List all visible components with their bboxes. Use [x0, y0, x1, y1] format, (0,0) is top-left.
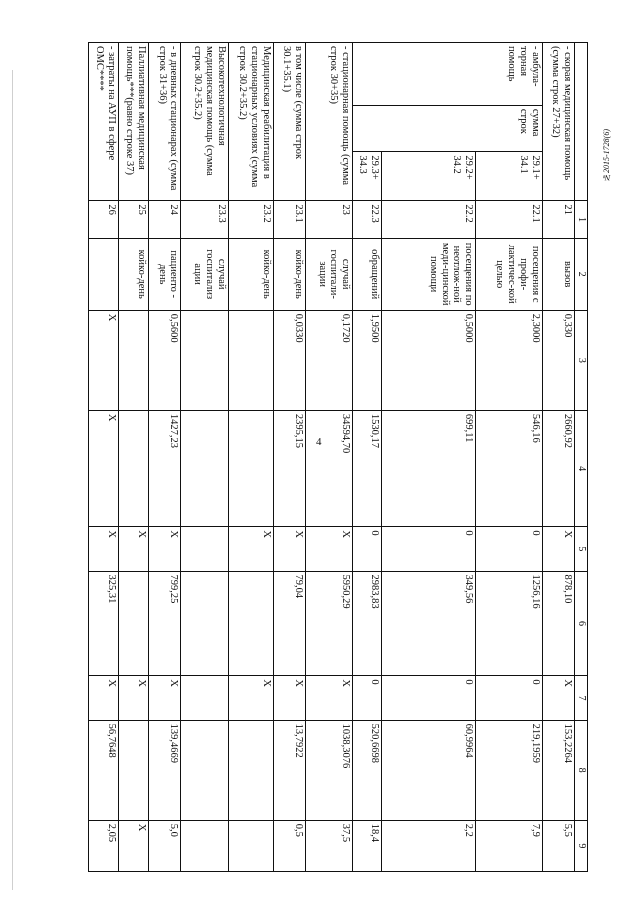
row-unit: обращений [353, 238, 381, 310]
row-label: Паллиативная медицинская помощь***(равно строке 37) [119, 43, 149, 201]
ambulatory-sub-rows: 29.1+ 34.1 [476, 152, 543, 201]
header-cell: 5 [574, 527, 587, 571]
ambulatory-sum-label: сумма строк [353, 105, 543, 152]
cell-c6: 2983,83 [353, 571, 381, 676]
cell-c3: 0,5000 [381, 310, 475, 410]
cell-c3 [228, 310, 273, 410]
cell-c7: 0 [381, 676, 475, 720]
header-cell: 3 [574, 310, 587, 410]
table-row [381, 43, 475, 872]
cell-c3: 1,9500 [353, 310, 381, 410]
row-unit: случай госпитали-зации [305, 238, 352, 310]
cell-c7: X [305, 676, 352, 720]
cell-c4: 34594,70 [305, 410, 352, 526]
cell-c7: X [228, 676, 273, 720]
cell-c7: X [273, 676, 305, 720]
cell-c7: X [119, 676, 149, 720]
cell-c8 [181, 720, 228, 820]
cell-c7: X [89, 676, 119, 720]
row-code: 24 [149, 201, 181, 238]
cell-c9: 37,5 [305, 820, 352, 871]
header-cell: 4 [574, 410, 587, 526]
cell-c8: 219,1959 [476, 720, 543, 820]
cell-c6 [181, 571, 228, 676]
cell-c9: 7,9 [476, 820, 543, 871]
document-stamp: №2015-1728(6) [602, 129, 611, 182]
cell-c6: 1256,16 [476, 571, 543, 676]
cell-c7: X [542, 676, 574, 720]
row-code: 21 [542, 201, 574, 238]
cell-c6 [228, 571, 273, 676]
table-row [273, 43, 305, 872]
cell-c9 [228, 820, 273, 871]
cell-c8: 13,7922 [273, 720, 305, 820]
cell-c9: 5,0 [149, 820, 181, 871]
header-cell: 2 [574, 238, 587, 310]
cell-c9: 2,2 [381, 820, 475, 871]
header-cell: 6 [574, 571, 587, 676]
cell-c3: 2,3000 [476, 310, 543, 410]
table-row [181, 43, 228, 872]
cell-c9: 18,4 [353, 820, 381, 871]
row-label: Высокотехнологичная медицинская помощь (сумма строк 30.2+35.2) [181, 43, 228, 201]
cell-c8: 153,2264 [542, 720, 574, 820]
row-code: 22.3 [353, 201, 381, 238]
row-unit: койко-день [273, 238, 305, 310]
table-frame [88, 42, 588, 872]
row-unit: пациенто - день [149, 238, 181, 310]
cell-c5 [181, 527, 228, 571]
table-row [119, 43, 149, 872]
row-unit: вызов [542, 238, 574, 310]
row-code: 23.1 [273, 201, 305, 238]
cell-c4 [181, 410, 228, 526]
row-label: в том числе (сумма строк 30.1+35.1) [273, 43, 305, 201]
cell-c6: 79,04 [273, 571, 305, 676]
cell-c4: 546,16 [476, 410, 543, 526]
row-code: 26 [89, 201, 119, 238]
cell-c5: X [119, 527, 149, 571]
cell-c4: X [89, 410, 119, 526]
left-margin-line [12, 70, 13, 890]
row-unit: посещения по неотлож-ной меди-цинской помощи [381, 238, 475, 310]
row-code: 23.2 [228, 201, 273, 238]
row-label: - стационарная помощь (сумма строк 30+35) [305, 43, 352, 201]
row-unit: койко-день [228, 238, 273, 310]
row-code: 23.3 [181, 201, 228, 238]
cell-c3 [181, 310, 228, 410]
ambulatory-sub-rows: 29.3+ 34.3 [353, 152, 381, 201]
cell-c4: 699,11 [381, 410, 475, 526]
row-label: - в дневных стационарах (сумма строк 31+36) [149, 43, 181, 201]
row-unit: койко-день [119, 238, 149, 310]
row-code: 23 [305, 201, 352, 238]
cell-c7: 0 [476, 676, 543, 720]
row-label: - затраты на АУП в сфере ОМС**** [89, 43, 119, 201]
cell-c8: 60,9964 [381, 720, 475, 820]
cell-c3 [119, 310, 149, 410]
header-row [574, 43, 587, 872]
cell-c4: 2660,92 [542, 410, 574, 526]
header-cell: 9 [574, 820, 587, 871]
cell-c6 [119, 571, 149, 676]
cell-c3: 0,5600 [149, 310, 181, 410]
cell-c5: X [542, 527, 574, 571]
row-unit: посещения с профи-лактичес-кой целью [476, 238, 543, 310]
cell-c6: 349,56 [381, 571, 475, 676]
row-code: 25 [119, 201, 149, 238]
cell-c5: X [89, 527, 119, 571]
row-label: Медицинская реабилитация в стационарных условиях (сумма строк 30.2+35.2) [228, 43, 273, 201]
header-cell-blank [574, 43, 587, 201]
cell-c6: 878,10 [542, 571, 574, 676]
table-row [305, 43, 352, 872]
row-label: - скорая медицинская помощь (сумма строк 27+32) [542, 43, 574, 201]
row-code: 22.2 [381, 201, 475, 238]
cell-c4: 2395,15 [273, 410, 305, 526]
cell-c8: 139,4669 [149, 720, 181, 820]
cell-c5: 0 [381, 527, 475, 571]
cell-c6: 5950,29 [305, 571, 352, 676]
cell-c9: 2,05 [89, 820, 119, 871]
cell-c5: 0 [476, 527, 543, 571]
cell-c6: 325,31 [89, 571, 119, 676]
table-row [476, 43, 543, 872]
ambulatory-label: - амбула-торная помощь [353, 43, 543, 106]
cell-c9 [181, 820, 228, 871]
table-row [228, 43, 273, 872]
page-number: 4 [316, 436, 322, 448]
table-row [353, 43, 381, 872]
cell-c3: 0,330 [542, 310, 574, 410]
table-row [542, 43, 574, 872]
cell-c9: X [119, 820, 149, 871]
cell-c8: 520,6698 [353, 720, 381, 820]
cell-c8: 56,7648 [89, 720, 119, 820]
cell-c5: X [228, 527, 273, 571]
row-unit [89, 238, 119, 310]
header-cell: 1 [574, 201, 587, 238]
table-row [149, 43, 181, 872]
table-row [89, 43, 119, 872]
cell-c4 [228, 410, 273, 526]
cell-c5: X [305, 527, 352, 571]
volume-table [88, 42, 588, 872]
ambulatory-sub-rows: 29.2+ 34.2 [381, 152, 475, 201]
header-cell: 8 [574, 720, 587, 820]
table-rotor [88, 42, 588, 872]
cell-c5: X [149, 527, 181, 571]
cell-c4: 1530,17 [353, 410, 381, 526]
cell-c3: 0,1720 [305, 310, 352, 410]
cell-c6: 799,25 [149, 571, 181, 676]
row-code: 22.1 [476, 201, 543, 238]
cell-c8 [228, 720, 273, 820]
cell-c3: X [89, 310, 119, 410]
row-unit: случай госпитализ ации [181, 238, 228, 310]
cell-c7: 0 [353, 676, 381, 720]
cell-c3: 0,0330 [273, 310, 305, 410]
cell-c5: X [273, 527, 305, 571]
cell-c4: 1427,23 [149, 410, 181, 526]
cell-c9: 5,5 [542, 820, 574, 871]
cell-c4 [119, 410, 149, 526]
cell-c5: 0 [353, 527, 381, 571]
cell-c8: 1038,3076 [305, 720, 352, 820]
cell-c9: 0,5 [273, 820, 305, 871]
cell-c7: X [149, 676, 181, 720]
cell-c8 [119, 720, 149, 820]
header-cell: 7 [574, 676, 587, 720]
cell-c7 [181, 676, 228, 720]
